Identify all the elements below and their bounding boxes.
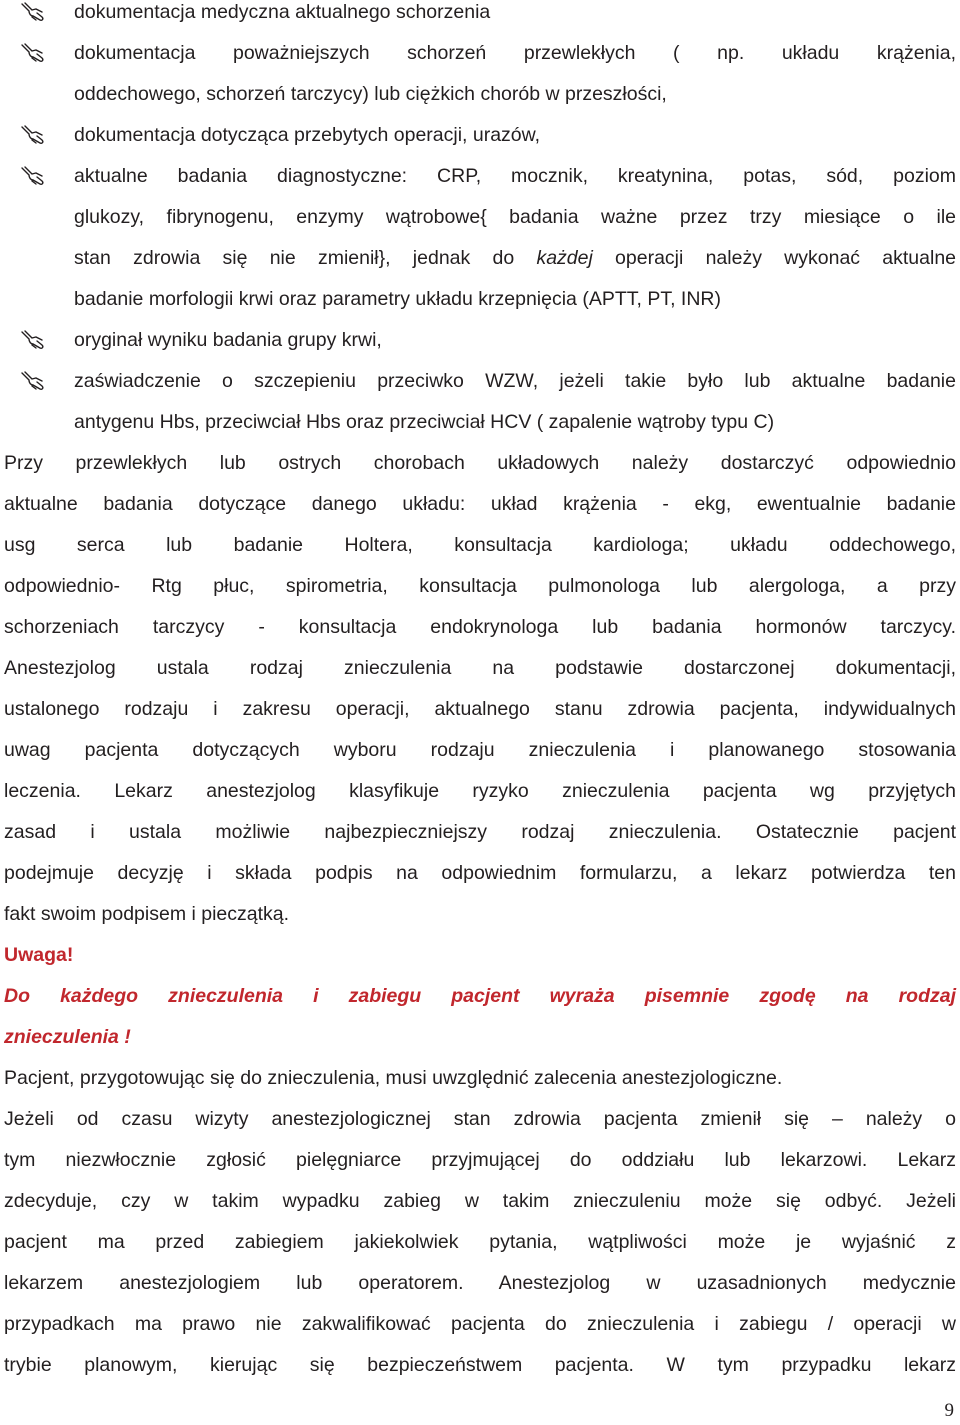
page-number: 9 (944, 1400, 954, 1421)
bullet-text: zaświadczenie o szczepieniu przeciwko WZW, jeżeli takie było lub aktualne badanie (74, 370, 956, 392)
warning-text: Do każdego znieczulenia i zabiegu pacjent wyraża pisemnie zgodę na rodzaj (4, 985, 956, 1007)
warning-text: znieczulenia ! (4, 1026, 131, 1048)
bullet-item (0, 156, 960, 197)
emphasis-text: każdej (536, 247, 593, 269)
pointing-hand-icon (20, 41, 46, 67)
paragraph-line: odpowiednio- Rtg płuc, spirometria, konsultacja pulmonologa lub alergologa, a przy (4, 575, 956, 597)
paragraph-line: lekarzem anestezjologiem lub operatorem. Anestezjolog w uzasadnionych medycznie (4, 1272, 956, 1294)
paragraph-line: Przy przewlekłych lub ostrych chorobach układowych należy dostarczyć odpowiednio (4, 452, 956, 474)
paragraph-line: schorzeniach tarczycy - konsultacja endokrynologa lub badania hormonów tarczycy. (4, 616, 956, 638)
paragraph-line: podejmuje decyzję i składa podpis na odpowiednim formularzu, a lekarz potwierdza ten (4, 862, 956, 884)
bullet-text: aktualne badania diagnostyczne: CRP, mocznik, kreatynina, potas, sód, poziom (74, 165, 956, 187)
bullet-text-continued: badanie morfologii krwi oraz parametry układu krzepnięcia (APTT, PT, INR) (74, 288, 721, 310)
bullet-text: dokumentacja dotycząca przebytych operacji, urazów, (74, 124, 541, 146)
bullet-item (0, 33, 960, 74)
paragraph-line: przypadkach ma prawo nie zakwalifikować pacjenta do znieczulenia i zabiegu / operacji w (4, 1313, 956, 1335)
paragraph-line: ustalonego rodzaju i zakresu operacji, aktualnego stanu zdrowia pacjenta, indywidualnych (4, 698, 956, 720)
paragraph-line: aktualne badania dotyczące danego układu: układ krążenia - ekg, ewentualnie badanie (4, 493, 956, 515)
pointing-hand-icon (20, 328, 46, 354)
paragraph-line: tym niezwłocznie zgłosić pielęgniarce przyjmującej do oddziału lub lekarzowi. Lekarz (4, 1149, 956, 1171)
pointing-hand-icon (20, 123, 46, 149)
paragraph-line: zasad i ustala możliwie najbezpieczniejszy rodzaj znieczulenia. Ostatecznie pacjent (4, 821, 956, 843)
bullet-item (0, 361, 960, 402)
paragraph-line: Pacjent, przygotowując się do znieczulenia, musi uwzględnić zalecenia anestezjologiczne. (4, 1067, 783, 1089)
paragraph-line: leczenia. Lekarz anestezjolog klasyfikuje ryzyko znieczulenia pacjenta wg przyjętych (4, 780, 956, 802)
bullet-item (0, 115, 960, 156)
paragraph-line: zdecyduje, czy w takim wypadku zabieg w takim znieczuleniu może się odbyć. Jeżeli (4, 1190, 956, 1212)
paragraph-line: fakt swoim podpisem i pieczątką. (4, 903, 290, 925)
paragraph-line: Anestezjolog ustala rodzaj znieczulenia na podstawie dostarczonej dokumentacji, (4, 657, 956, 679)
bullet-item (0, 0, 960, 33)
bullet-text-continued: stan zdrowia się nie zmienił}, jednak do każdej operacji należy wykonać aktualne (74, 247, 957, 269)
bullet-text-continued: antygenu Hbs, przeciwciał Hbs oraz przeciwciał HCV ( zapalenie wątroby typu C) (74, 411, 775, 433)
paragraph-line: usg serca lub badanie Holtera, konsultacja kardiologa; układu oddechowego, (4, 534, 956, 556)
pointing-hand-icon (20, 164, 46, 190)
pointing-hand-icon (20, 369, 46, 395)
paragraph-line: Jeżeli od czasu wizyty anestezjologicznej stan zdrowia pacjenta zmienił się – należy o (4, 1108, 956, 1130)
warning-label: Uwaga! (4, 944, 74, 966)
bullet-item (0, 320, 960, 361)
paragraph-line: uwag pacjenta dotyczących wyboru rodzaju znieczulenia i planowanego stosowania (4, 739, 956, 761)
bullet-text-continued: oddechowego, schorzeń tarczycy) lub ciężkich chorób w przeszłości, (74, 83, 667, 105)
paragraph-line: pacjent ma przed zabiegiem jakiekolwiek pytania, wątpliwości może je wyjaśnić z (4, 1231, 956, 1253)
bullet-text: oryginał wyniku badania grupy krwi, (74, 329, 382, 351)
paragraph-line: trybie planowym, kierując się bezpieczeństwem pacjenta. W tym przypadku lekarz (4, 1354, 956, 1376)
bullet-text-continued: glukozy, fibrynogenu, enzymy wątrobowe{ badania ważne przez trzy miesiące o ile (74, 206, 956, 228)
bullet-text: dokumentacja medyczna aktualnego schorzenia (74, 1, 491, 23)
pointing-hand-icon (20, 0, 46, 26)
bullet-text: dokumentacja poważniejszych schorzeń przewlekłych ( np. układu krążenia, (74, 42, 956, 64)
